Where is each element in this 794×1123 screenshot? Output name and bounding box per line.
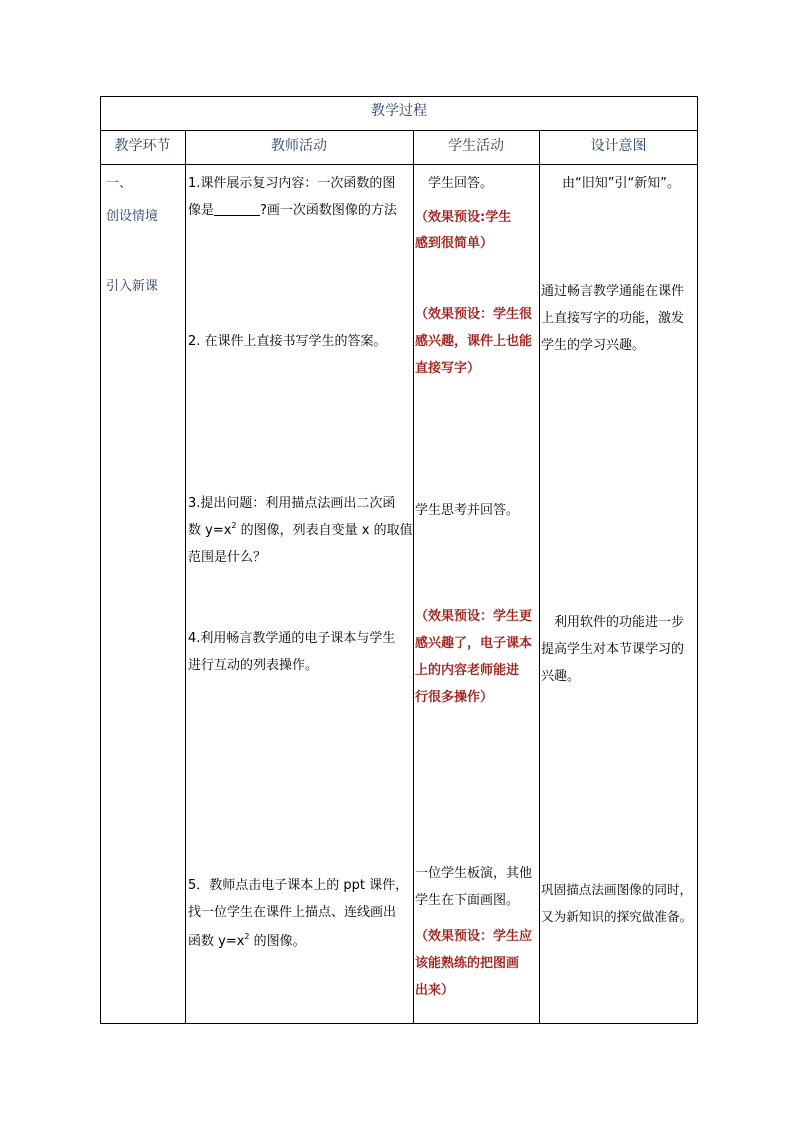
student-effect-2-line2: 感兴趣，课件上也能 (415, 334, 533, 349)
student-effect-1-line2: 感到很简单） (415, 236, 494, 251)
intent-2-line2: 上直接写字的功能，激发 (541, 311, 685, 326)
stage-number: 一、 (106, 176, 133, 191)
teacher-step3-line3: 范围是什么？ (188, 550, 267, 565)
student-answer-1: 学生回答。 (428, 176, 494, 191)
header-stage: 教学环节 (114, 138, 171, 154)
intent-4-line2: 提高学生对本节课学习的 (541, 642, 685, 657)
stage-title-line2: 引入新课 (106, 279, 159, 294)
intent-2-line3: 学生的学习兴趣。 (541, 338, 646, 353)
teacher-step4-line1: 4.利用畅言教学通的电子课本与学生 (188, 631, 396, 646)
intent-1: 由“旧知”引“新知”。 (562, 176, 680, 191)
student-effect-1-line1: （效果预设:学生 (415, 210, 512, 225)
column-divider-1 (185, 130, 186, 1024)
column-divider-3 (539, 130, 540, 1024)
header-row-divider (100, 164, 698, 165)
intent-2-line1: 通过畅言教学通能在课件 (541, 284, 685, 299)
stage-title-line1: 创设情境 (106, 209, 159, 224)
teacher-step1-line2: 像是 ?画一次函数图像的方法 (188, 203, 397, 218)
student-effect-4-line2: 感兴趣了，电子课本 (415, 636, 533, 651)
column-divider-2 (413, 130, 414, 1024)
answer-blank (214, 201, 260, 216)
teacher-step4-line2: 进行互动的列表操作。 (188, 658, 319, 673)
intent-4-line3: 兴趣。 (541, 669, 581, 684)
student-effect-2-line1: （效果预设：学生很 (415, 307, 533, 322)
teacher-step5-line1: 5．教师点击电子课本上的 ppt 课件， (188, 878, 409, 893)
student-effect-5-line3: 出来） (415, 983, 455, 998)
header-teacher-activity: 教师活动 (271, 138, 327, 154)
student-effect-2-line3: 直接写字） (415, 361, 481, 376)
teacher-step3-line2: 数 $y=x^2$ 的图像，列表自变量 x 的取值 (188, 521, 413, 538)
teacher-step2: 2. 在课件上直接书写学生的答案。 (188, 334, 387, 349)
intent-5-line1: 巩固描点法画图像的同时， (541, 882, 693, 897)
intent-4-line1: 利用软件的功能进一步 (554, 615, 685, 630)
student-effect-4-line3: 上的内容老师能进 (415, 663, 520, 678)
teacher-step3-line1: 3.提出问题：利用描点法画出二次函 (188, 496, 396, 511)
teacher-step1-line1: 1.课件展示复习内容：一次函数的图 (188, 176, 396, 191)
teacher-step5-line2: 找一位学生在课件上描点、连线画出 (188, 905, 397, 920)
student-answer-3: 学生思考并回答。 (415, 503, 520, 518)
teacher-step5-line3: 函数 $y=x^2$ 的图像。 (188, 932, 306, 949)
student-answer-5-line2: 学生在下面画图。 (415, 893, 520, 908)
student-effect-4-line4: 行很多操作） (415, 690, 494, 705)
student-effect-5-line1: （效果预设：学生应 (415, 929, 533, 944)
header-student-activity: 学生活动 (448, 138, 504, 154)
title-row-divider (100, 130, 698, 131)
student-answer-5-line1: 一位学生板演，其他 (415, 866, 533, 881)
student-effect-5-line2: 该能熟练的把图画 (415, 956, 520, 971)
student-effect-4-line1: （效果预设：学生更 (415, 609, 533, 624)
table-title: 教学过程 (371, 103, 427, 119)
header-design-intent: 设计意图 (590, 138, 647, 154)
intent-5-line2: 又为新知识的探究做准备。 (541, 909, 693, 924)
